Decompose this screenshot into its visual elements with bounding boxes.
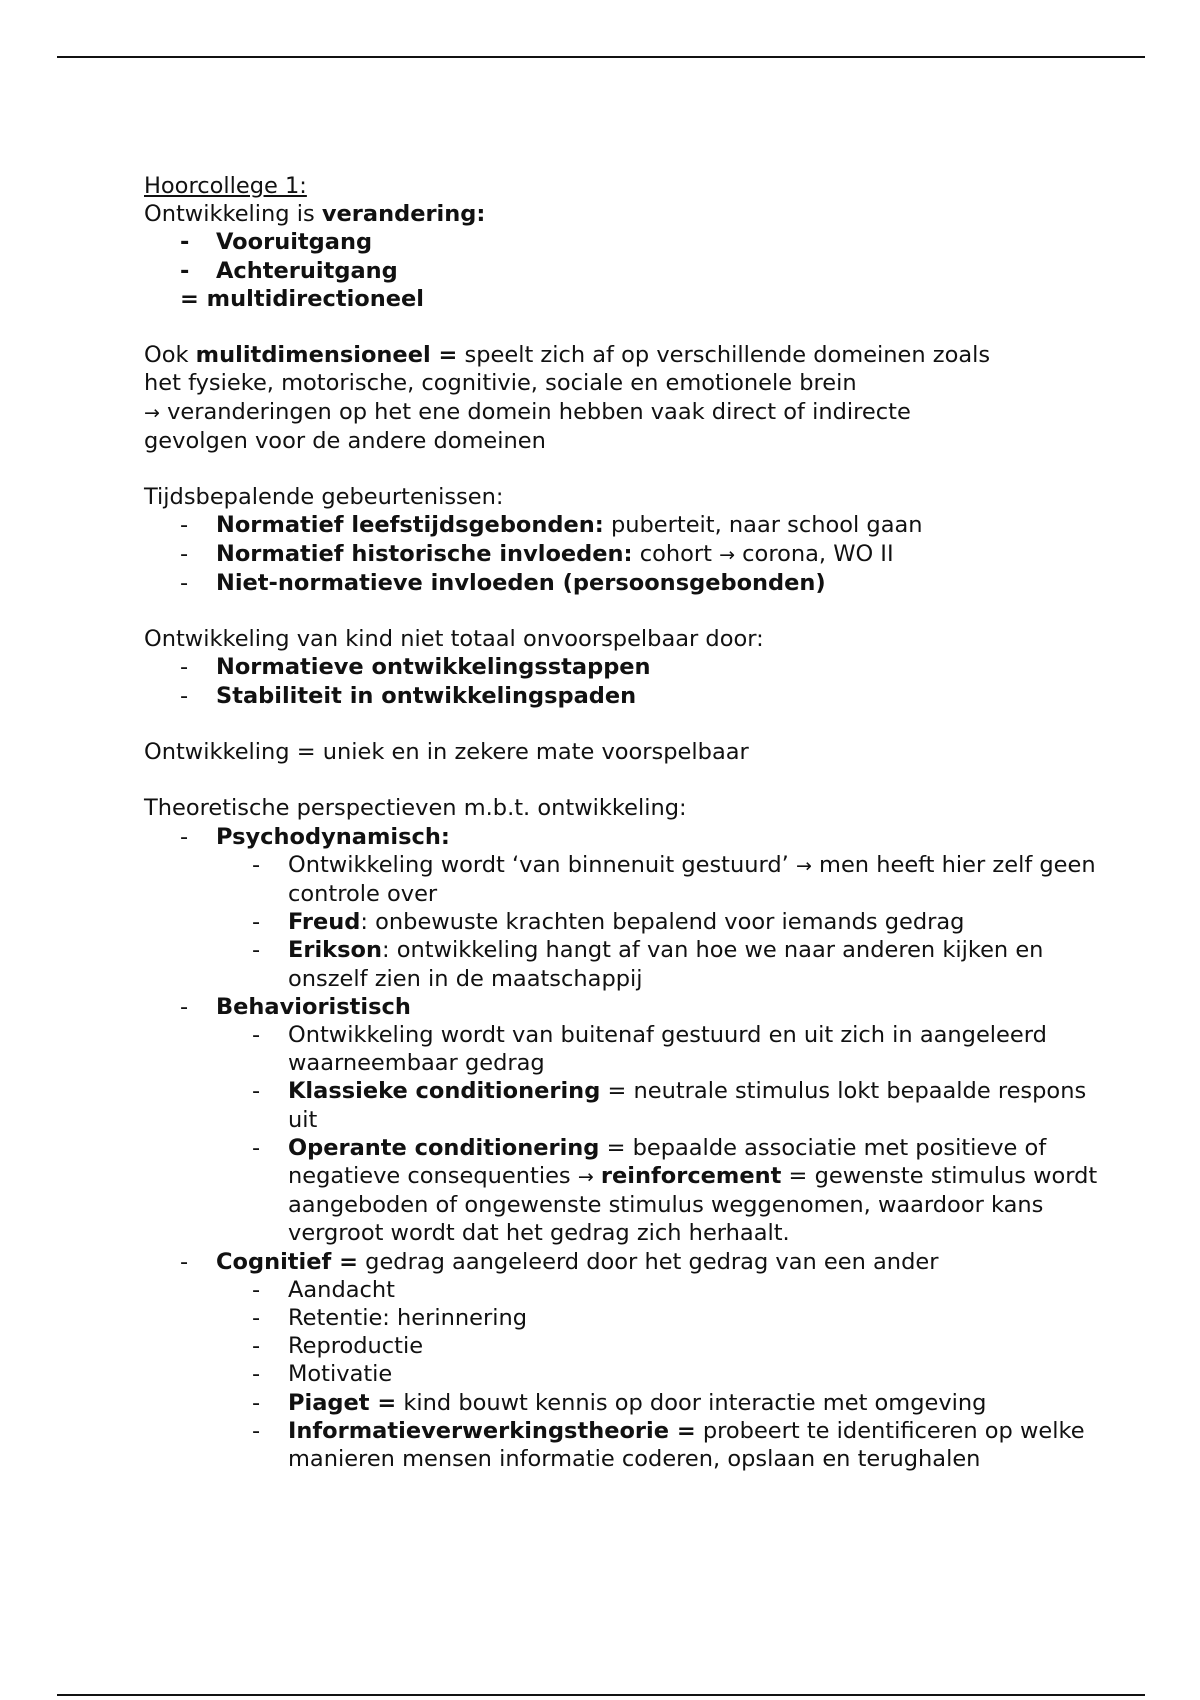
bullet-dash: - <box>180 993 189 1020</box>
sub-list-item: - Operante conditionering = bepaalde associatie met positieve of negatieve consequenties → reinforcement = gewenste stimulus wordt aangeboden of ongewenste stimulus weggenomen, waardoor kans vergroot wordt dat het gedrag zich herhaalt. <box>252 1134 1098 1247</box>
bullet-dash: - <box>180 682 189 709</box>
bullet-dash: - <box>180 512 189 539</box>
bullet-dash: - <box>252 1134 261 1161</box>
sub-list-item: - Erikson: ontwikkeling hangt af van hoe we naar anderen kijken en onszelf zien in de maatschappij <box>252 937 1044 992</box>
bullet-dash: - <box>252 1333 261 1360</box>
predict-title: Ontwikkeling van kind niet totaal onvoorspelbaar door: <box>144 626 764 653</box>
sub-list-item: - Retentie: herinnering <box>252 1305 528 1332</box>
bullet-dash: - <box>180 569 189 596</box>
arrow-icon: → <box>719 543 736 566</box>
bullet-dash: - <box>180 823 189 850</box>
list-item: - Behavioristisch <box>180 993 411 1020</box>
sub-list-item: - Piaget = kind bouwt kennis op door interactie met omgeving <box>252 1389 987 1416</box>
sub-list-item: - Freud: onbewuste krachten bepalend voor iemands gedrag <box>252 909 965 936</box>
bullet-dash: - <box>252 1276 261 1303</box>
list-item: - Niet-normatieve invloeden (persoonsgebonden) <box>180 569 826 596</box>
intro-line: Ontwikkeling is verandering: <box>144 201 486 228</box>
dimension-line-4: gevolgen voor de andere domeinen <box>144 427 546 454</box>
page-title: Hoorcollege 1: <box>144 173 307 199</box>
arrow-icon: → <box>577 1166 594 1189</box>
bullet-dash: - <box>180 257 190 284</box>
dimension-line-3: → veranderingen op het ene domein hebben vaak direct of indirecte <box>144 398 911 425</box>
list-item: - Vooruitgang <box>180 229 373 256</box>
dimension-line: Ook mulitdimensioneel = speelt zich af op verschillende domeinen zoals <box>144 342 991 369</box>
bullet-dash: - <box>252 1078 261 1105</box>
bullet-dash: - <box>252 851 261 878</box>
bullet-dash: - <box>252 1305 261 1332</box>
sub-list-item: - Ontwikkeling wordt ‘van binnenuit gestuurd’ → men heeft hier zelf geen controle over <box>252 851 1096 907</box>
list-item: - Normatief leefstijdsgebonden: puberteit, naar school gaan <box>180 512 923 539</box>
sub-list-item: - Ontwikkeling wordt van buitenaf gestuurd en uit zich in aangeleerd waarneembaar gedrag <box>252 1022 1047 1077</box>
list-item: - Psychodynamisch: <box>180 823 450 850</box>
sub-list-item: - Reproductie <box>252 1333 424 1360</box>
bullet-dash: - <box>180 229 190 256</box>
bullet-dash: - <box>180 1248 189 1275</box>
theories-title: Theoretische perspectieven m.b.t. ontwikkeling: <box>144 795 687 822</box>
arrow-icon: → <box>144 401 160 424</box>
list-item: - Normatief historische invloeden: cohort → corona, WO II <box>144 540 1104 569</box>
bullet-dash: - <box>252 937 261 964</box>
summary-line: = multidirectioneel <box>180 285 425 312</box>
list-item: - Cognitief = gedrag aangeleerd door het gedrag van een ander <box>180 1248 939 1275</box>
header-rule <box>57 56 1145 58</box>
sub-list-item: - Motivatie <box>252 1361 393 1388</box>
unique-line: Ontwikkeling = uniek en in zekere mate voorspelbaar <box>144 739 749 765</box>
bullet-dash: - <box>180 540 189 567</box>
footer-rule <box>57 1694 1145 1696</box>
arrow-icon: → <box>795 854 812 877</box>
sub-list-item: - Klassieke conditionering = neutrale stimulus lokt bepaalde respons uit <box>252 1078 1087 1133</box>
list-item: - Stabiliteit in ontwikkelingspaden <box>180 682 637 709</box>
sub-list-item: - Aandacht <box>252 1276 395 1303</box>
sub-list-item: - Informatieverwerkingstheorie = probeert te identificeren op welke manieren mensen informatie coderen, opslaan en terughalen <box>252 1417 1085 1473</box>
events-title: Tijdsbepalende gebeurtenissen: <box>144 484 504 511</box>
bullet-dash: - <box>252 909 261 936</box>
bullet-dash: - <box>180 654 189 681</box>
list-item: - Achteruitgang <box>180 257 398 284</box>
bullet-dash: - <box>252 1389 261 1416</box>
list-item: - Normatieve ontwikkelingsstappen <box>180 654 651 681</box>
bullet-dash: - <box>252 1361 261 1388</box>
bullet-dash: - <box>252 1417 261 1444</box>
dimension-line-2: het fysieke, motorische, cognitivie, sociale en emotionele brein <box>144 370 857 397</box>
bullet-dash: - <box>252 1022 261 1049</box>
document-body <box>144 172 1104 1473</box>
